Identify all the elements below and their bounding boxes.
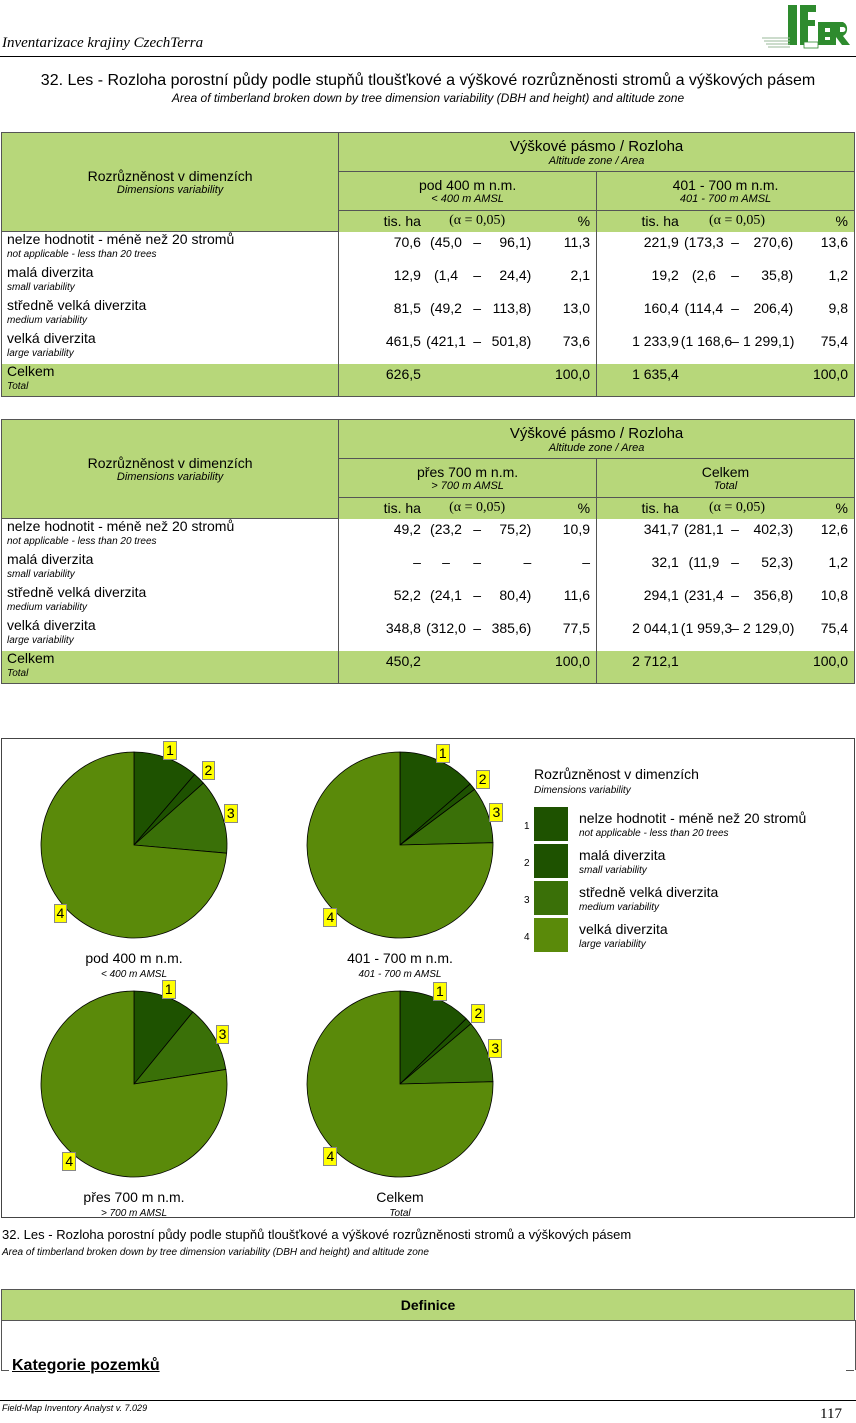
pct-label: % bbox=[835, 213, 848, 230]
pie-subtitle: > 700 m AMSL bbox=[100, 1208, 168, 1219]
cell-lo2: (231,4 bbox=[684, 586, 724, 603]
cell-p2: 10,8 bbox=[820, 586, 848, 603]
table-altitude-1 bbox=[1, 132, 855, 397]
legend-swatch bbox=[534, 807, 568, 841]
legend-label-en: large variability bbox=[579, 939, 646, 950]
legend-label-en: not applicable - less than 20 trees bbox=[579, 828, 729, 839]
header-rule bbox=[0, 56, 856, 57]
table-row bbox=[2, 552, 855, 585]
row-label: nelze hodnotit - méně než 20 stromů bbox=[7, 231, 235, 247]
legend-label: malá diverzita bbox=[579, 847, 666, 863]
cell-v2: 2 044,1 bbox=[632, 619, 679, 636]
row-label: středně velká diverzita bbox=[7, 583, 147, 600]
cell-d1: – bbox=[473, 586, 482, 603]
software-version: Field-Map Inventory Analyst v. 7.029 bbox=[2, 1403, 148, 1413]
row-label: nelze hodnotit - méně než 20 stromů bbox=[7, 518, 235, 534]
cell-v2: 294,1 bbox=[643, 586, 679, 603]
cell-lo1: (1,4 bbox=[433, 266, 459, 283]
row-label: Celkem bbox=[7, 362, 55, 379]
cell-d1: – bbox=[473, 520, 482, 537]
page-number: 117 bbox=[820, 1406, 842, 1422]
cell-p2: 75,4 bbox=[820, 619, 848, 636]
legend-number: 3 bbox=[524, 895, 530, 906]
pie-slice-label: 1 bbox=[163, 741, 177, 760]
cell-d2: – bbox=[731, 332, 739, 349]
cell-p2: 100,0 bbox=[812, 365, 848, 382]
cell-d1: – bbox=[473, 332, 482, 349]
table-total-row bbox=[2, 651, 855, 684]
row-header-en: Dimensions variability bbox=[116, 471, 224, 483]
pie-slice-label: 2 bbox=[476, 770, 490, 789]
cell-hi1: 113,8) bbox=[492, 299, 532, 316]
cell-lo2: (281,1 bbox=[684, 520, 724, 537]
pie-subtitle: < 400 m AMSL bbox=[100, 969, 168, 980]
definice-heading: Kategorie pozemků bbox=[12, 1357, 160, 1374]
pie-slice-label: 3 bbox=[224, 804, 238, 823]
cell-v1: 348,8 bbox=[385, 619, 421, 636]
row-label-en: not applicable - less than 20 trees bbox=[7, 536, 157, 547]
table-altitude-2 bbox=[1, 419, 855, 684]
cell-v1: 70,6 bbox=[393, 233, 421, 250]
cell-hi2: 206,4) bbox=[753, 299, 794, 316]
unit-label: tis. ha bbox=[383, 500, 421, 517]
cell-d2: – bbox=[731, 586, 739, 603]
cell-hi2: 402,3) bbox=[753, 520, 794, 537]
pie-slice-label: 2 bbox=[202, 761, 216, 780]
cell-hi2: 270,6) bbox=[753, 233, 794, 250]
cell-p2: 75,4 bbox=[820, 332, 848, 349]
col-header-1: pod 400 m n.m. bbox=[418, 177, 517, 193]
pie-slice-label: 4 bbox=[323, 1147, 337, 1166]
cell-v2: 221,9 bbox=[643, 233, 679, 250]
alpha-label: (α = 0,05) bbox=[708, 500, 766, 516]
pie-slice-label: 1 bbox=[162, 980, 176, 999]
legend-number: 2 bbox=[524, 858, 530, 869]
cell-lo1: (49,2 bbox=[430, 299, 462, 316]
cell-d2: – bbox=[731, 520, 739, 537]
cell-d1: – bbox=[473, 619, 482, 636]
unit-label: tis. ha bbox=[641, 500, 679, 517]
cell-hi1: 501,8) bbox=[491, 332, 532, 349]
cell-d1: – bbox=[473, 553, 482, 570]
cell-lo2: (114,4 bbox=[684, 299, 724, 316]
cell-p1: 100,0 bbox=[554, 652, 591, 669]
pie-slice-label: 1 bbox=[436, 744, 450, 763]
cell-d2: – bbox=[731, 619, 739, 636]
pct-label: % bbox=[577, 213, 591, 230]
cell-v1: – bbox=[413, 553, 421, 570]
group-header-en: Altitude zone / Area bbox=[548, 154, 645, 167]
legend-label-en: medium variability bbox=[579, 902, 660, 913]
cell-d2: – bbox=[731, 266, 739, 283]
cell-p2: 1,2 bbox=[828, 553, 848, 570]
cell-hi2: 35,8) bbox=[761, 266, 794, 283]
legend-label-en: small variability bbox=[579, 865, 647, 876]
row-label-en: small variability bbox=[7, 568, 75, 580]
cell-d2: – bbox=[731, 299, 739, 316]
cell-p1: 11,3 bbox=[563, 233, 591, 250]
pie-title: Celkem bbox=[376, 1189, 424, 1205]
pct-label: % bbox=[577, 500, 591, 517]
cell-p1: 100,0 bbox=[554, 365, 591, 382]
cell-lo1: (23,2 bbox=[430, 520, 462, 537]
pie-slice-label: 1 bbox=[433, 982, 447, 1001]
col-header-1-en: < 400 m AMSL bbox=[431, 193, 504, 205]
table-total-row bbox=[2, 364, 855, 397]
row-label-en: large variability bbox=[7, 634, 74, 646]
cell-hi1: 75,2) bbox=[499, 520, 532, 537]
col-header-2: 401 - 700 m n.m. bbox=[672, 177, 779, 193]
figure-caption-en: Area of timberland broken down by tree dimension variability (DBH and height) and altitude zone bbox=[2, 1247, 429, 1258]
cell-p2: 9,8 bbox=[828, 299, 848, 316]
table-row bbox=[2, 298, 855, 331]
cell-lo1: (24,1 bbox=[430, 586, 462, 603]
table-row bbox=[2, 265, 855, 298]
cell-hi1: 80,4) bbox=[499, 586, 532, 603]
row-header: Rozrůzněnost v dimenzích bbox=[87, 168, 253, 184]
cell-d2: – bbox=[731, 553, 739, 570]
legend-number: 1 bbox=[524, 821, 530, 832]
cell-d1: – bbox=[473, 266, 482, 283]
row-label-en: Total bbox=[7, 380, 29, 392]
legend-label: středně velká diverzita bbox=[579, 884, 719, 900]
cell-v1: 626,5 bbox=[385, 365, 421, 382]
cell-p2: 100,0 bbox=[812, 652, 848, 669]
legend-subtitle: Dimensions variability bbox=[534, 785, 631, 796]
row-label-en: small variability bbox=[7, 281, 75, 293]
cell-hi2: 356,8) bbox=[753, 586, 794, 603]
cell-p1: 77,5 bbox=[562, 619, 591, 636]
cell-hi1: – bbox=[523, 553, 532, 570]
row-label-en: medium variability bbox=[7, 601, 88, 613]
cell-v1: 12,9 bbox=[393, 266, 421, 283]
cell-hi2: 2 129,0) bbox=[743, 619, 795, 636]
cell-p1: 11,6 bbox=[563, 586, 591, 603]
row-header-en: Dimensions variability bbox=[116, 184, 224, 196]
cell-p2: 13,6 bbox=[820, 233, 848, 250]
cell-hi1: 385,6) bbox=[491, 619, 532, 636]
row-label: středně velká diverzita bbox=[7, 296, 147, 313]
legend-swatch bbox=[534, 844, 568, 878]
cell-hi1: 24,4) bbox=[499, 266, 532, 283]
cell-p1: – bbox=[582, 553, 591, 570]
main-subtitle: Area of timberland broken down by tree dimension variability (DBH and height) and altitude zone bbox=[171, 91, 685, 105]
row-label: malá diverzita bbox=[7, 550, 94, 567]
cell-v2: 1 233,9 bbox=[632, 332, 679, 349]
pie-title: 401 - 700 m n.m. bbox=[347, 950, 453, 966]
cell-p1: 13,0 bbox=[562, 299, 591, 316]
col-header-1-en: > 700 m AMSL bbox=[431, 480, 504, 492]
pct-label: % bbox=[835, 500, 848, 517]
cell-lo1: – bbox=[442, 553, 450, 570]
cell-d2: – bbox=[731, 233, 739, 250]
ifer-logo bbox=[760, 2, 854, 52]
pie-subtitle: Total bbox=[389, 1208, 411, 1219]
table-row bbox=[2, 331, 855, 364]
alpha-label: (α = 0,05) bbox=[449, 213, 506, 229]
figure-caption: 32. Les - Rozloha porostní půdy podle stupňů tloušťkové a výškové rozrůzněnosti stromů a výškových pásem bbox=[2, 1227, 632, 1242]
main-title: 32. Les - Rozloha porostní půdy podle stupňů tloušťkové a výškové rozrůzněnosti stromů a výškových pásem bbox=[40, 72, 816, 89]
cell-lo1: (421,1 bbox=[426, 332, 466, 349]
cell-v2: 19,2 bbox=[651, 266, 679, 283]
legend-swatch bbox=[534, 881, 568, 915]
cell-p2: 12,6 bbox=[820, 520, 848, 537]
table-row bbox=[2, 618, 855, 651]
pie-slice-label: 2 bbox=[471, 1004, 485, 1023]
unit-label: tis. ha bbox=[383, 213, 421, 230]
row-label-en: Total bbox=[7, 667, 29, 679]
legend-label: nelze hodnotit - méně než 20 stromů bbox=[579, 810, 807, 826]
table-row bbox=[2, 585, 855, 618]
cell-lo2: (11,9 bbox=[688, 553, 720, 570]
col-header-2-en: Total bbox=[713, 480, 738, 492]
unit-label: tis. ha bbox=[641, 213, 679, 230]
pie-title: pod 400 m n.m. bbox=[85, 950, 183, 966]
cell-lo1: (312,0 bbox=[426, 619, 466, 636]
alpha-label: (α = 0,05) bbox=[449, 500, 506, 516]
cell-lo2: (1 959,3 bbox=[680, 619, 733, 636]
row-label: malá diverzita bbox=[7, 263, 94, 280]
footer-rule bbox=[0, 1400, 856, 1401]
legend-swatch bbox=[534, 918, 568, 952]
cell-p1: 73,6 bbox=[562, 332, 591, 349]
alpha-label: (α = 0,05) bbox=[708, 213, 766, 229]
col-header-2: Celkem bbox=[701, 464, 750, 480]
cell-v1: 81,5 bbox=[393, 299, 421, 316]
group-header-en: Altitude zone / Area bbox=[548, 441, 645, 454]
pie-slice-label: 3 bbox=[489, 803, 503, 822]
legend-title: Rozrůzněnost v dimenzích bbox=[534, 766, 699, 782]
cell-lo2: (173,3 bbox=[684, 233, 724, 250]
cell-v2: 1 635,4 bbox=[632, 365, 679, 382]
cell-p1: 2,1 bbox=[570, 266, 591, 283]
cell-lo1: (45,0 bbox=[430, 233, 462, 250]
row-label-en: medium variability bbox=[7, 314, 88, 326]
legend-number: 4 bbox=[524, 932, 530, 943]
cell-v2: 341,7 bbox=[643, 520, 679, 537]
pie-slice-label: 4 bbox=[54, 904, 68, 923]
cell-hi1: 96,1) bbox=[499, 233, 532, 250]
pie-slice-label: 4 bbox=[323, 908, 337, 927]
row-label: velká diverzita bbox=[7, 329, 96, 346]
table-row bbox=[2, 519, 855, 552]
legend-label: velká diverzita bbox=[579, 921, 668, 937]
cell-lo2: (1 168,6 bbox=[680, 332, 733, 349]
cell-hi2: 1 299,1) bbox=[743, 332, 795, 349]
pie-slice-label: 4 bbox=[62, 1152, 76, 1171]
row-label: Celkem bbox=[7, 649, 55, 666]
cell-v1: 52,2 bbox=[393, 586, 421, 603]
pie-slice-label: 3 bbox=[216, 1025, 230, 1044]
row-label-en: large variability bbox=[7, 347, 74, 359]
group-header: Výškové pásmo / Rozloha bbox=[509, 137, 684, 155]
row-label: velká diverzita bbox=[7, 616, 96, 633]
cell-v1: 450,2 bbox=[385, 652, 421, 669]
cell-v1: 49,2 bbox=[393, 520, 421, 537]
cell-v1: 461,5 bbox=[385, 332, 421, 349]
cell-lo2: (2,6 bbox=[691, 266, 716, 283]
cell-v2: 32,1 bbox=[651, 553, 679, 570]
cell-v2: 160,4 bbox=[643, 299, 679, 316]
pie-chart-panel bbox=[1, 738, 855, 1218]
definice-header: Definice bbox=[1, 1289, 855, 1321]
cell-v2: 2 712,1 bbox=[632, 652, 679, 669]
cell-d1: – bbox=[473, 233, 482, 250]
row-header: Rozrůzněnost v dimenzích bbox=[87, 455, 253, 471]
pie-title: přes 700 m n.m. bbox=[83, 1189, 185, 1205]
pie-slice-label: 3 bbox=[488, 1039, 502, 1058]
col-header-2-en: 401 - 700 m AMSL bbox=[679, 193, 772, 205]
cell-hi2: 52,3) bbox=[761, 553, 794, 570]
report-title: Inventarizace krajiny CzechTerra bbox=[2, 35, 204, 51]
cell-p1: 10,9 bbox=[562, 520, 591, 537]
cell-d1: – bbox=[473, 299, 482, 316]
cell-p2: 1,2 bbox=[828, 266, 848, 283]
row-label-en: not applicable - less than 20 trees bbox=[7, 249, 157, 260]
col-header-1: přes 700 m n.m. bbox=[417, 464, 519, 480]
table-row bbox=[2, 232, 855, 265]
group-header: Výškové pásmo / Rozloha bbox=[509, 424, 684, 442]
pie-subtitle: 401 - 700 m AMSL bbox=[358, 969, 442, 980]
